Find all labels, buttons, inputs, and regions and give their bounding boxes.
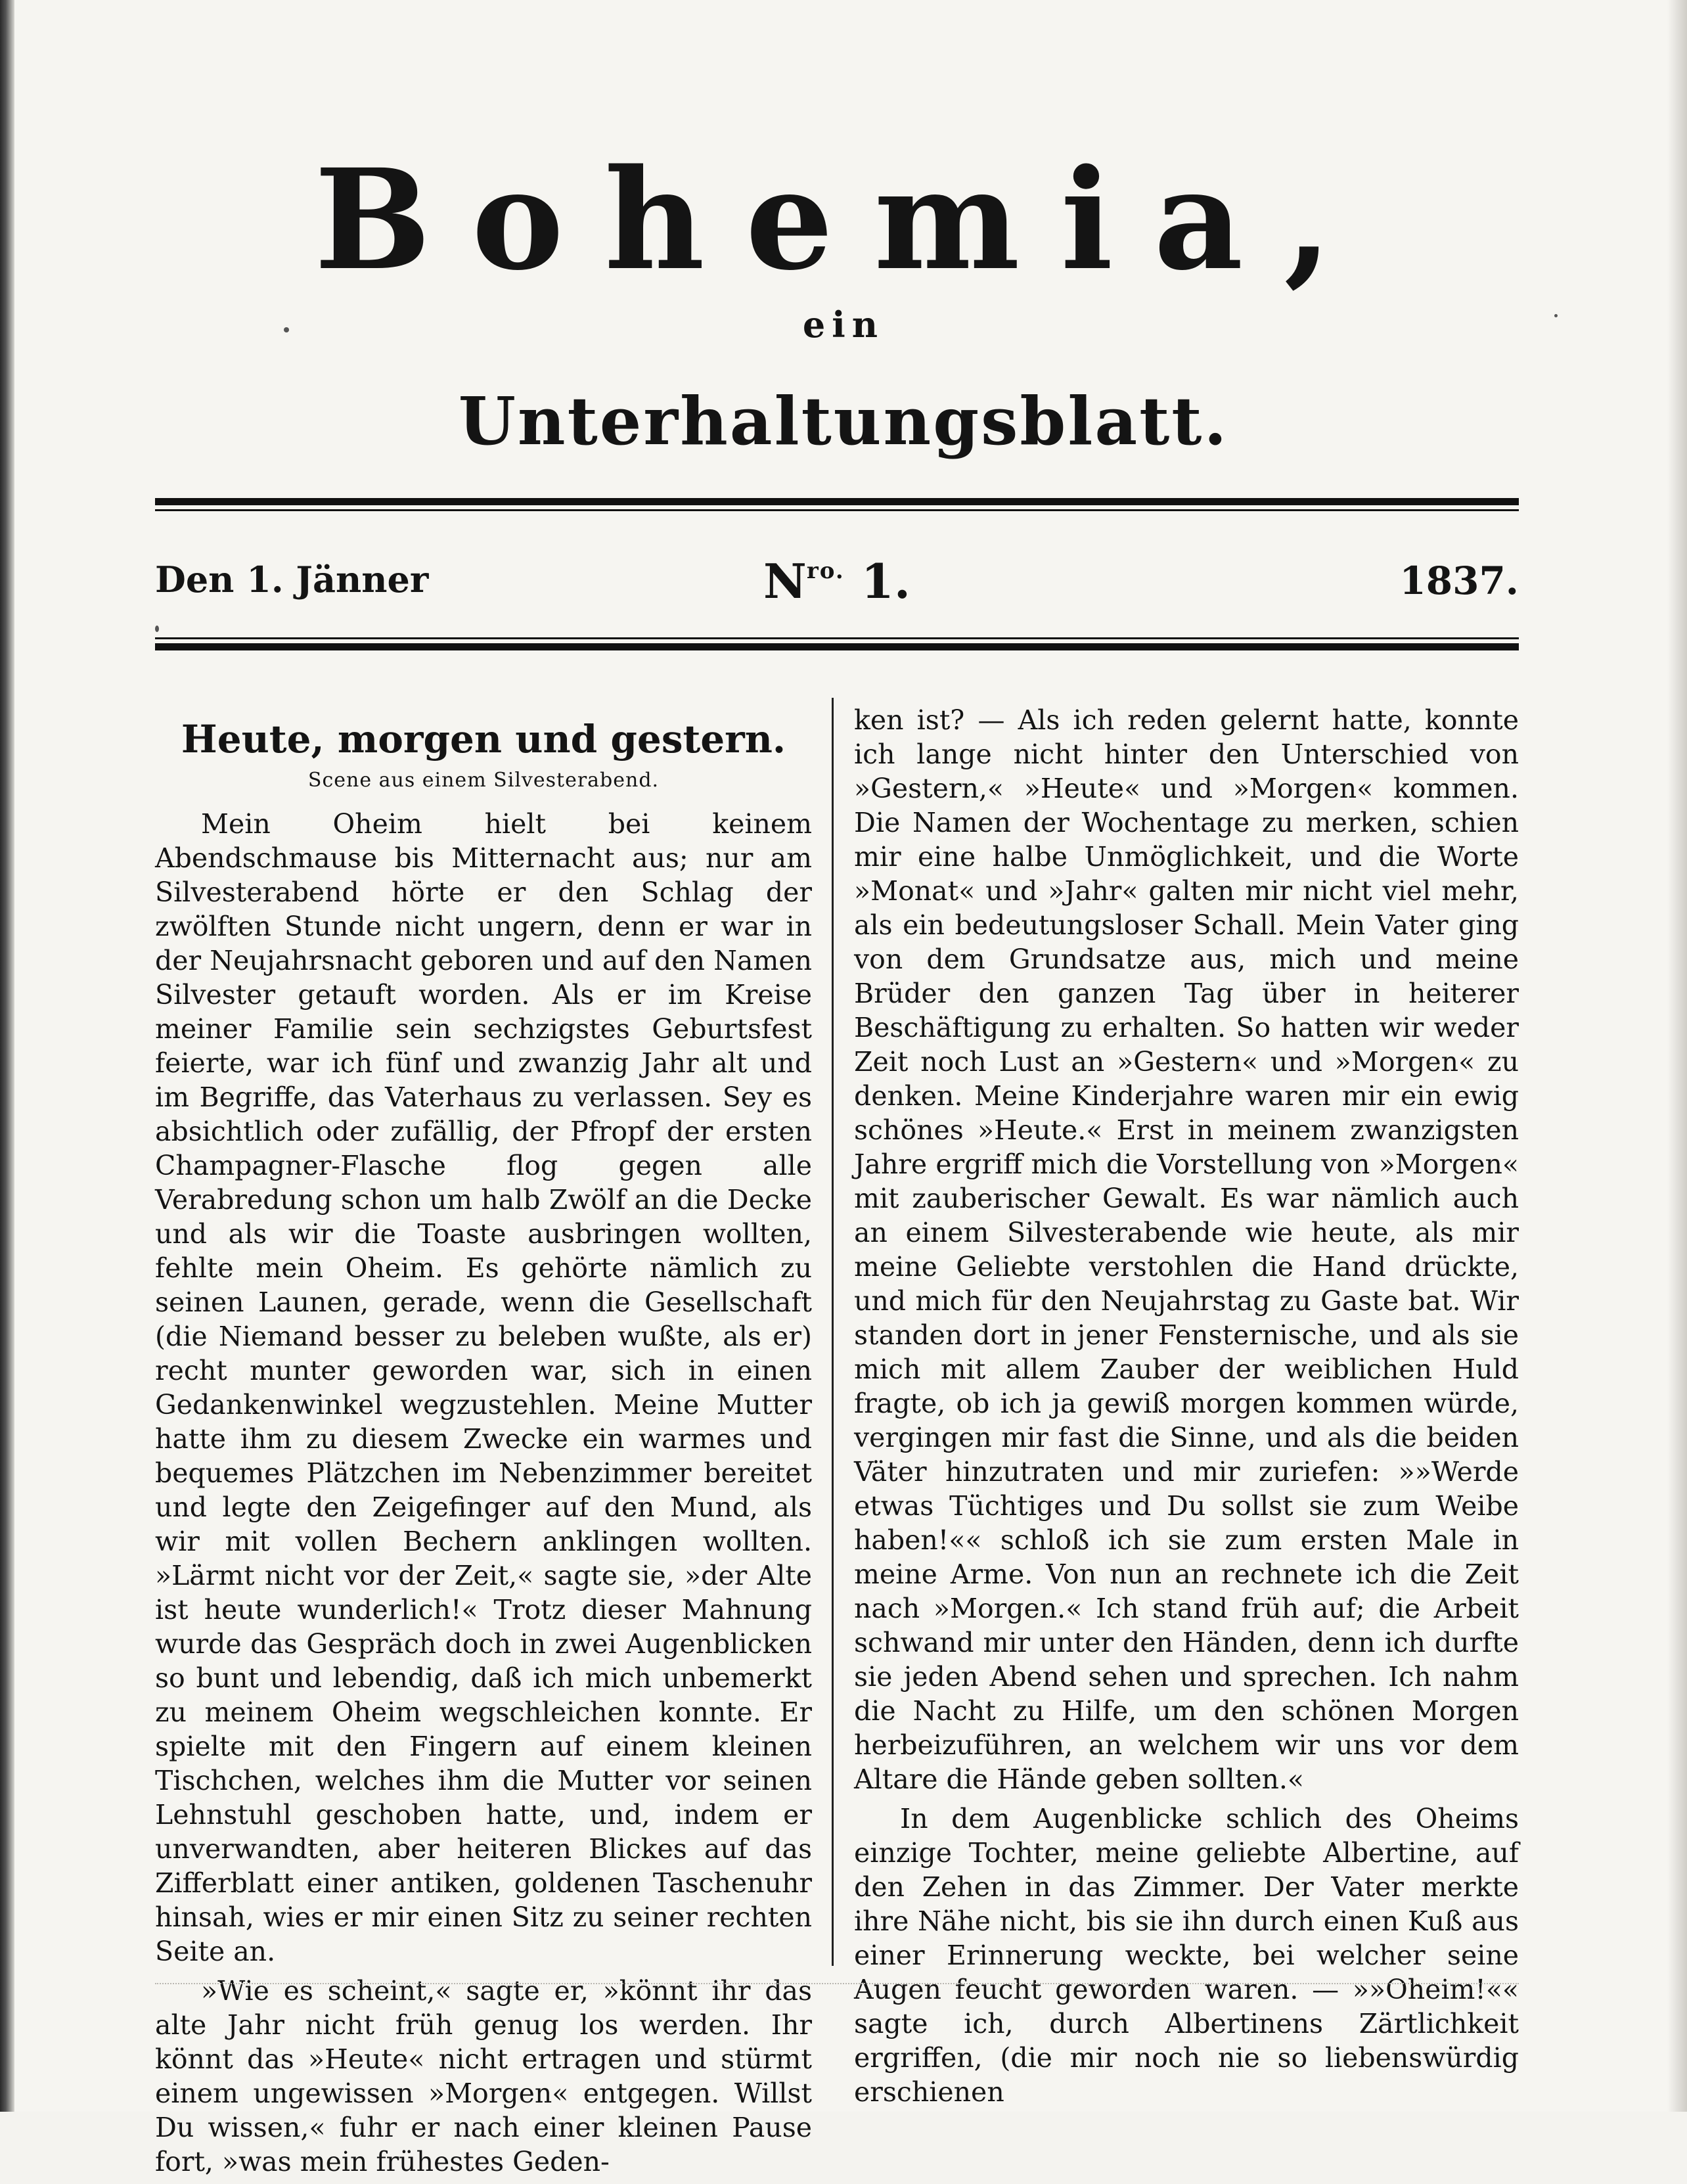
issue-prefix: N (763, 553, 807, 609)
article-paragraph: »Wie es scheint,« sagte er, »könnt ihr das alte Jahr nicht früh genug los werden. Ihr könnt das »Heute« nicht ertragen und stürmt einem ungewissen »Morgen« entgegen. Willst Du wissen,« fuhr er nach einer kleinen Pause fort, »was mein frühestes Geden- (155, 1975, 812, 2177)
paper-speck (1554, 314, 1558, 317)
masthead-subtitle: Unterhaltungsblatt. (458, 382, 1229, 460)
issue-number (155, 553, 1519, 609)
issue-number-value: 1. (861, 553, 911, 609)
column-divider (832, 698, 834, 1966)
left-column (155, 710, 812, 2184)
article-paragraph: In dem Augenblicke schlich des Oheims einzige Tochter, meine geliebte Albertine, auf den Zehen in das Zimmer. Der Vater merkte ihre Nähe nicht, bis sie ihn durch einen Kuß aus einer Erinnerung weckte, bei welcher seine Augen feucht geworden waren. — »»Oheim!«« sagte ich, durch Albertinens Zärtlichkeit ergriffen, (die mir noch nie so liebenswürdig erschienen (854, 1803, 1519, 2108)
issue-prefix-superscript: ro. (806, 558, 845, 584)
dateline (155, 553, 1519, 611)
right-column (854, 703, 1519, 2114)
article-title: Heute, morgen und gestern. (181, 717, 786, 762)
issue-year: 1837. (1399, 558, 1519, 603)
masthead-ein: ein (802, 304, 885, 346)
masthead-title: Bohemia, (314, 139, 1373, 301)
article-paragraph: Mein Oheim hielt bei keinem Abendschmause bis Mitternacht aus; nur am Silvesterabend hörte er den Schlag der zwölften Stunde nicht ungern, denn er war in der Neujahrsnacht geboren und auf den Namen Silvester getauft worden. Als er im Kreise meiner Familie sein sechzigstes Geburtsfest feierte, war ich fünf und zwanzig Jahr alt und im Begriffe, das Vaterhaus zu verlassen. Sey es absichtlich oder zufällig, der Pfropf der ersten Champagner-Flasche flog gegen alle Verabredung schon um halb Zwölf an die Decke und als wir die Toaste ausbringen wollten, fehlte mein Oheim. Es gehörte nämlich zu seinen Launen, gerade, wenn die Gesellschaft (die Niemand besser zu beleben wußte, als er) recht munter geworden war, sich in einen Gedankenwinkel wegzustehlen. Meine Mutter hatte ihm zu diesem Zwecke ein warmes und bequemes Plätzchen im Nebenzimmer bereitet und legte den Zeigefinger auf den Mund, als wir mit vollen Bechern anklingen wollten. »Lärmt nicht vor der Zeit,« sagte sie, »der Alte ist heute wunderlich!« Trotz dieser Mahnung wurde das Gespräch doch in zwei Augenblicken so bunt und lebendig, daß ich mich unbemerkt zu meinem Oheim wegschleichen konnte. Er spielte mit den Fingern auf einem kleinen Tischchen, welches ihm die Mutter vor seinen Lehnstuhl geschoben hatte, und, indem er unverwandten, aber heiteren Blickes auf das Zifferblatt einer antiken, goldenen Taschenuhr hinsah, wies er mir einen Sitz zu seiner rechten Seite an. (155, 808, 812, 1967)
paper-speck (284, 327, 289, 332)
top-double-rule (155, 498, 1519, 511)
issue-date: Den 1. Jänner (155, 558, 429, 601)
paper-speck (155, 626, 159, 632)
page-bottom-edge (155, 1983, 1519, 1991)
article-subtitle: Scene aus einem Silvesterabend. (307, 769, 660, 792)
bottom-double-rule (155, 637, 1519, 650)
article-paragraph-continued: ken ist? — Als ich reden gelernt hatte, konnte ich lange nicht hinter den Unterschied von »Gestern,« »Heute« und »Morgen« kommen. Die Namen der Wochentage zu merken, schien mir eine halbe Unmöglichkeit, und die Worte »Monat« und »Jahr« galten mir nicht viel mehr, als ein bedeutungsloser Schall. Mein Vater ging von dem Grundsatze aus, mich und meine Brüder den ganzen Tag über in heiterer Beschäftigung zu erhalten. So hatten wir weder Zeit noch Lust an »Gestern« und »Morgen« zu denken. Meine Kinderjahre waren mir ein ewig schönes »Heute.« Erst in meinem zwanzigsten Jahre ergriff mich die Vorstellung von »Morgen« mit zauberischer Gewalt. Es war nämlich auch an einem Silvesterabende wie heute, als mir meine Geliebte verstohlen die Hand drückte, und mich für den Neujahrstag zu Gaste bat. Wir standen dort in jener Fensternische, und als sie mich mit allem Zauber der weiblichen Huld fragte, ob ich ja gewiß morgen kommen würde, vergingen mir fast die Sinne, und als die beiden Väter hinzutraten und mir zuriefen: »»Werde etwas Tüchtiges und Du sollst sie zum Weibe haben!«« schloß ich sie zum ersten Male in meine Arme. Von nun an rechnete ich die Zeit nach »Morgen.« Ich stand früh auf; die Arbeit schwand mir unter den Händen, denn ich durfte sie jeden Abend sehen und sprechen. Ich nahm die Nacht zu Hilfe, um den schönen Morgen herbeizuführen, an welchem wir uns vor dem Altare die Hände geben sollten.« (854, 704, 1519, 1795)
